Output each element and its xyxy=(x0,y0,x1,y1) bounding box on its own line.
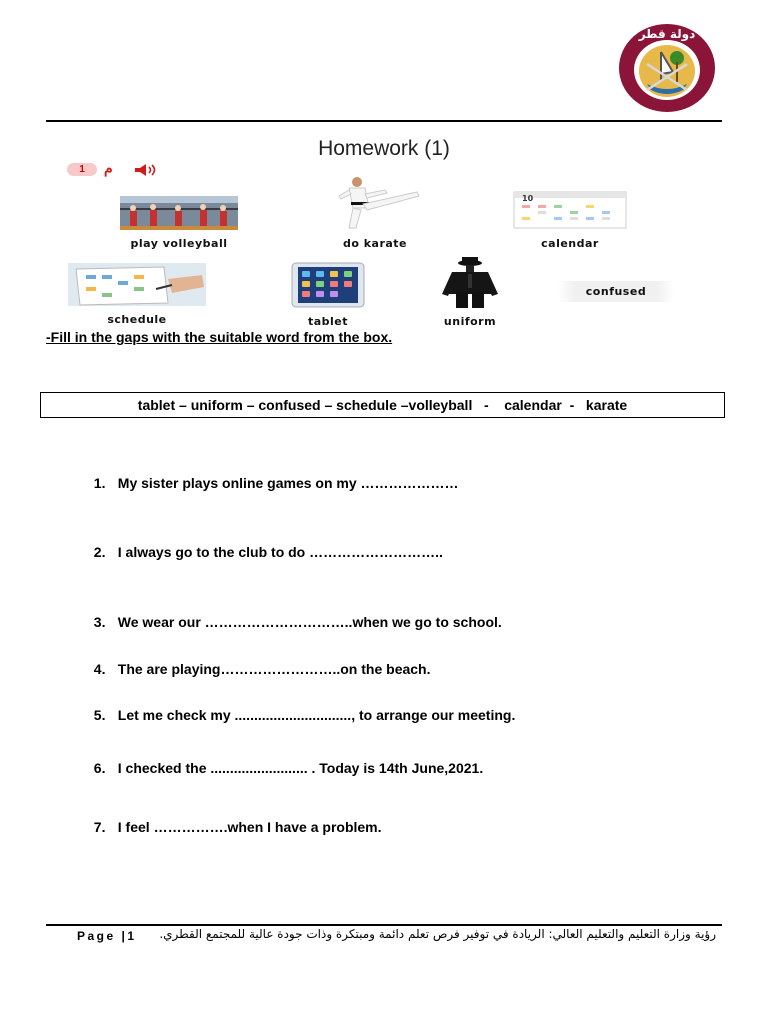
volleyball-photo-icon xyxy=(120,196,238,230)
header-rule xyxy=(46,120,722,122)
confused-label-icon xyxy=(558,281,674,302)
question-item xyxy=(86,459,459,491)
vocab-caption: do karate xyxy=(342,237,408,250)
vocab-caption: confused xyxy=(585,285,647,298)
word-bank-box: tablet – uniform – confused – schedule –volleyball - calendar - karate xyxy=(40,392,725,418)
vocab-caption: play volleyball xyxy=(130,237,228,250)
question-number: 3. xyxy=(93,614,106,630)
vocab-caption: tablet xyxy=(307,315,349,328)
footer-rule xyxy=(46,924,722,926)
speaker-icon[interactable] xyxy=(133,163,161,182)
question-number: 6. xyxy=(93,760,106,776)
svg-text:دولة قطر: دولة قطر xyxy=(638,27,696,41)
question-number: 1. xyxy=(93,475,106,491)
vocab-card-karate xyxy=(320,174,430,250)
vocab-caption: calendar xyxy=(541,237,599,250)
uniform-photo-icon xyxy=(428,256,512,308)
question-text: We wear our …………………………..when we go to school. xyxy=(117,614,502,630)
question-item xyxy=(86,803,382,835)
question-item xyxy=(86,598,502,630)
karate-photo-icon xyxy=(325,174,425,230)
question-number: 7. xyxy=(93,819,106,835)
svg-text:10: 10 xyxy=(522,194,534,203)
question-number: 4. xyxy=(93,661,106,677)
question-text: My sister plays online games on my ………………… xyxy=(117,475,459,491)
schedule-photo-icon xyxy=(68,263,206,306)
exercise-instruction: -Fill in the gaps with the suitable word from the box. xyxy=(46,329,393,345)
question-item xyxy=(86,528,443,560)
question-text: The are playing……………………..on the beach. xyxy=(117,661,431,677)
question-text: I checked the ......................... . Today is 14th June,2021. xyxy=(117,760,484,776)
ministry-vision-text: رؤية وزارة التعليم والتعليم العالي: الريادة في توفير فرص تعلم دائمة ومبتكرة وذات جودة عالية للمجتمع القطري. xyxy=(159,927,716,941)
vocab-card-volleyball xyxy=(108,196,250,250)
page-title: Homework (1) xyxy=(318,137,450,160)
state-of-qatar-emblem-logo xyxy=(617,22,717,114)
tablet-photo-icon xyxy=(289,262,367,308)
question-item xyxy=(86,645,431,677)
question-item xyxy=(86,691,515,723)
vocab-card-confused xyxy=(558,281,674,302)
vocab-caption: uniform xyxy=(443,315,497,328)
vocab-card-schedule xyxy=(66,263,208,326)
question-text: I always go to the club to do ……………………….. xyxy=(117,544,443,560)
vocab-card-uniform xyxy=(420,256,520,328)
question-number: 5. xyxy=(93,707,106,723)
lesson-mark: م xyxy=(104,160,113,176)
page-number: Page |1 xyxy=(77,929,137,943)
question-text: I feel …………….when I have a problem. xyxy=(117,819,382,835)
question-number: 2. xyxy=(93,544,106,560)
lesson-number-badge: 1 xyxy=(67,163,97,176)
question-text: Let me check my .............................., to arrange our meeting. xyxy=(117,707,516,723)
vocab-card-calendar xyxy=(510,190,630,250)
vocab-card-tablet xyxy=(283,262,373,328)
vocab-caption: schedule xyxy=(107,313,167,326)
question-item xyxy=(86,744,483,776)
calendar-photo-icon xyxy=(512,190,628,230)
